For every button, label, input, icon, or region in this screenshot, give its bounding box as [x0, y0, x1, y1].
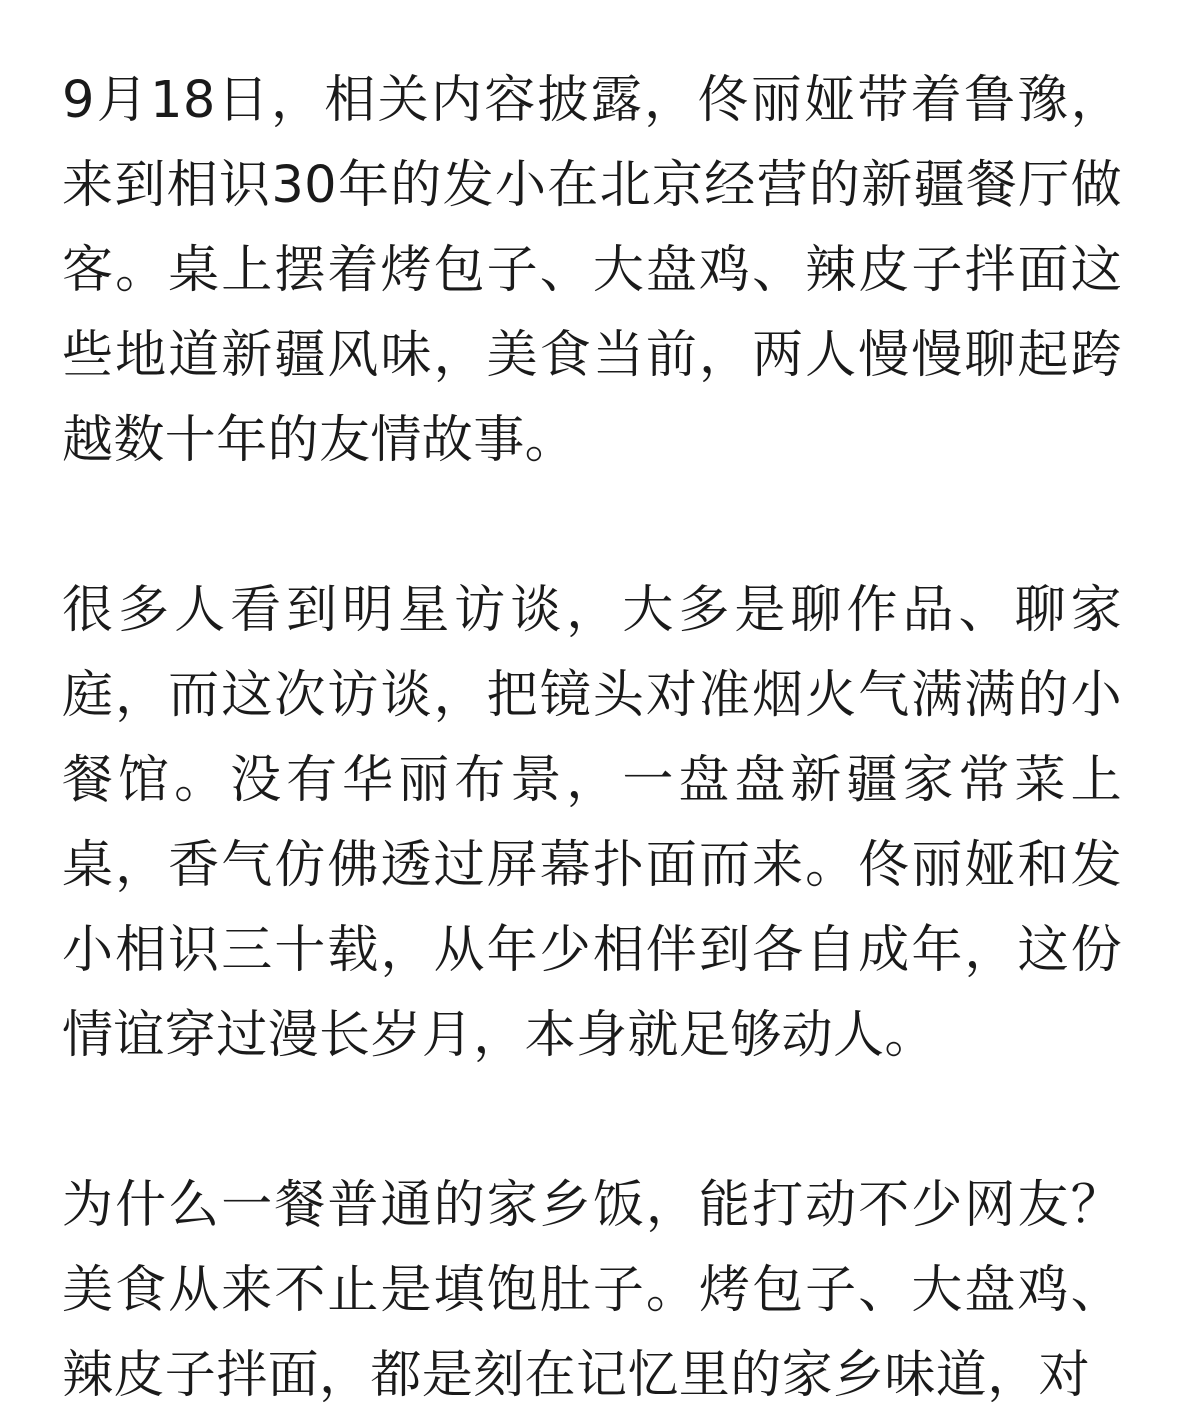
article-paragraph-3: 为什么一餐普通的家乡饭，能打动不少网友？美食从来不止是填饱肚子。烤包子、大盘鸡、辣皮子拌面，都是刻在记忆里的家乡味道，对	[62, 1176, 1122, 1405]
article-paragraph-1: 9月18日，相关内容披露，佟丽娅带着鲁豫，来到相识30年的发小在北京经营的新疆餐厅做客。桌上摆着烤包子、大盘鸡、辣皮子拌面这些地道新疆风味，美食当前，两人慢慢聊起跨越数十年的友情故事。	[62, 71, 1122, 470]
article-paragraph-2: 很多人看到明星访谈，大多是聊作品、聊家庭，而这次访谈，把镜头对准烟火气满满的小餐馆。没有华丽布景，一盘盘新疆家常菜上桌，香气仿佛透过屏幕扑面而来。佟丽娅和发小相识三十载，从年少相伴到各自成年，这份情谊穿过漫长岁月，本身就足够动人。	[62, 581, 1122, 1065]
article-body	[62, 58, 1122, 1418]
